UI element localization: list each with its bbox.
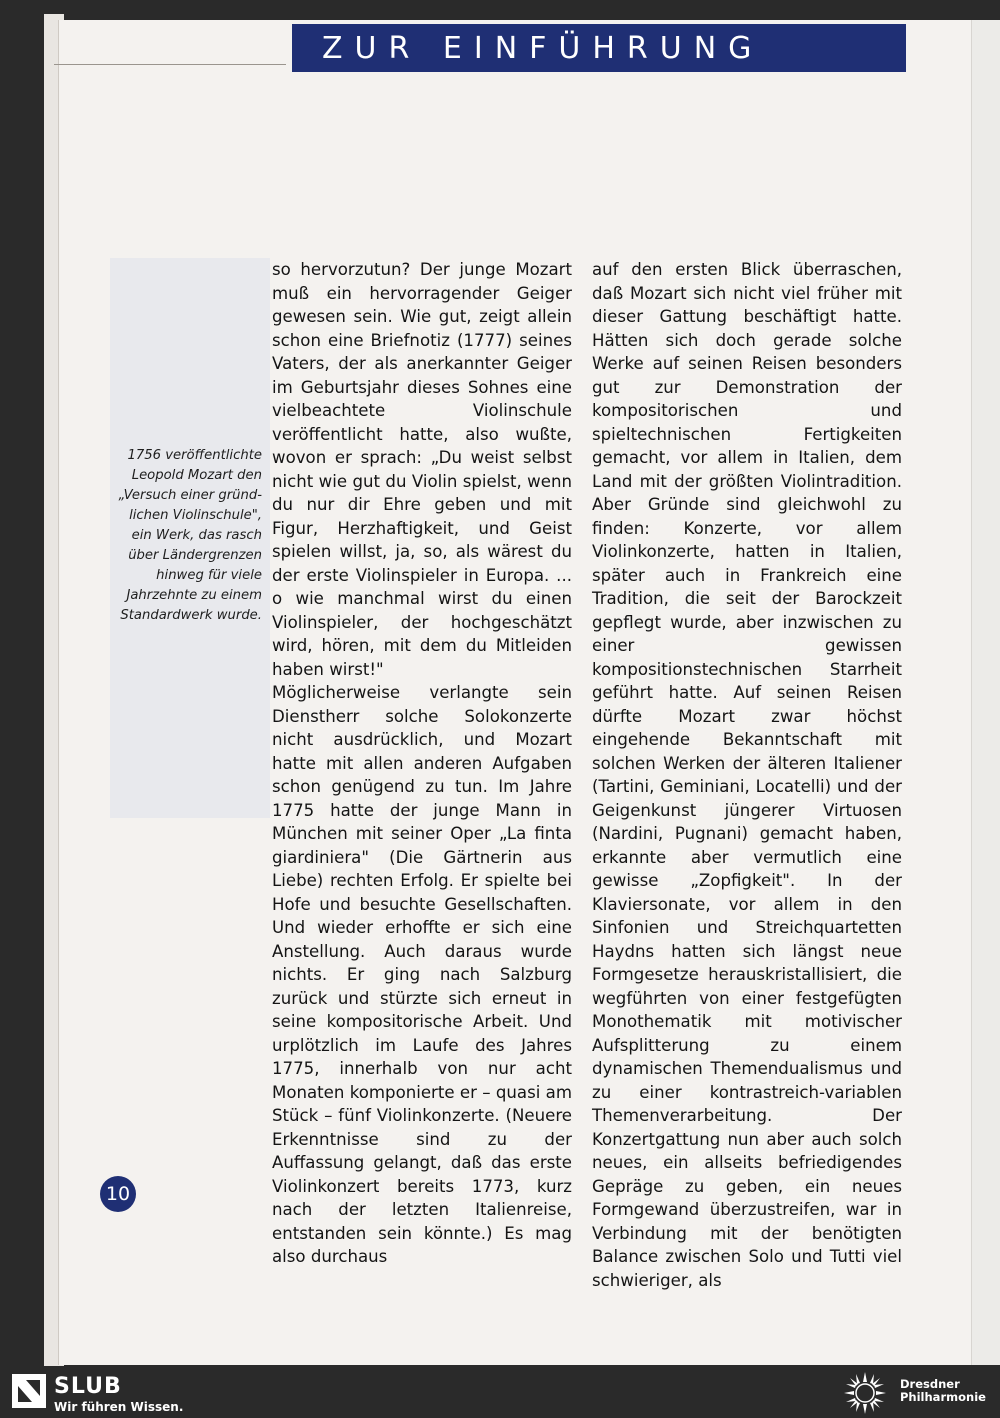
caption-line: ein Werk, das rasch <box>131 528 262 543</box>
philharmonie-logo-icon[interactable] <box>842 1370 888 1416</box>
body-paragraph: so hervorzutun? Der junge Mozart muß ein hervorragender Geiger gewesen sein. Wie gut, zeigt allein schon eine Briefnotiz (1777) seines Vaters, der als anerkannter Geiger im Geburtsjahr dieses Sohnes eine vielbeachtete Violinschule veröffentlicht hatte, also wußte, wovon er sprach: „Du weist selbst nicht wie gut du Violin spielst, wenn du nur dir Ehre geben und mit Figur, Herzhaftigkeit, und Geist spielen willst, ja, so, als wärest du der erste Violinspieler in Europa. ... o wie manchmal wirst du einen Violinspieler, der hochgeschätzt wird, hören, mit dem du Mitleiden haben wirst!" <box>272 260 572 679</box>
caption-line: lichen Violinschule", <box>129 508 262 523</box>
facing-page-edge <box>971 20 1000 1365</box>
text-column-right <box>592 258 902 1292</box>
slub-tagline: Wir führen Wissen. <box>54 1400 184 1414</box>
body-paragraph: Möglicherweise verlangte sein Dienstherr solche Solokonzerte nicht ausdrücklich, und Mozart hatte mit allen anderen Aufgaben schon genügend zu tun. Im Jahre 1775 hatte der junge Mann in München mit seiner Oper „La finta giardiniera" (Die Gärtnerin aus Liebe) rechten Erfolg. Er spielte bei Hofe und besuchte Gesellschaften. Und wieder erhoffte er sich eine Anstellung. Auch daraus wurde nichts. Er ging nach Salzburg zurück und stürzte sich erneut in seine kompositorische Arbeit. Und urplötzlich im Laufe des Jahres 1775, innerhalb von nur acht Monaten komponierte er – quasi am Stück – fünf Violinkonzerte. (Neuere Erkenntnisse sind zu der Auffassung gelangt, daß das erste Violinkonzert bereits 1773, kurz nach der letzten Italienreise, entstanden sein könnte.) Es mag also durchaus <box>272 683 572 1266</box>
philharmonie-name-line1: Dresdner <box>900 1377 960 1391</box>
viewer-footer <box>0 1366 1000 1418</box>
page-number-badge: 10 <box>100 1176 136 1212</box>
slub-name: SLUB <box>54 1374 122 1399</box>
philharmonie-name-line2: Philharmonie <box>900 1390 986 1404</box>
caption-line: 1756 veröffentlichte <box>127 448 262 463</box>
body-paragraph: auf den ersten Blick überraschen, daß Mozart sich nicht viel früher mit dieser Gattung beschäftigt hatte. Hätten sich doch gerade solche Werke auf seinen Reisen besonders gut zur Demonstration der kompositorischen und spieltechnischen Fertigkeiten gemacht, vor allem in Italien, dem Land mit der größten Violintradition. Aber Gründe sind gleichwohl zu finden: Konzerte, vor allem Violinkonzerte, hatten in Italien, später auch in Frankreich eine Tradition, die seit der Barockzeit gepflegt wurde, aber inzwischen zu einer gewissen kompositionstechnischen Starrheit geführt hatte. Auf seinen Reisen dürfte Mozart zwar höchst eingehende Bekanntschaft mit solchen Werken der älteren Italiener (Tartini, Geminiani, Locatelli) und der Geigenkunst jüngerer Virtuosen (Nardini, Pugnani) gemacht haben, erkannte aber vermutlich eine gewisse „Zopfigkeit". In der Klaviersonate, vor allem in den Sinfonien und Streichquartetten Haydns hatten sich längst neue Formgesetze herauskristallisiert, die wegführten von einer festgefügten Monothematik mit motivischer Aufsplitterung zu einem dynamischen Themendualismus und zu einer kontrastreich-variablen Themenverarbeitung. Der Konzertgattung nun aber auch solch neues, ein allseits befriedigendes Gepräge zu geben, ein neues Formgewand überzustreifen, war in Verbindung mit der benötigten Balance zwischen Solo und Tutti viel schwieriger, als <box>592 260 902 1290</box>
sidebar-caption <box>104 446 262 626</box>
text-column-left <box>272 258 572 1269</box>
section-title: ZUR EINFÜHRUNG <box>322 31 764 66</box>
caption-line: „Versuch einer gründ- <box>118 488 262 503</box>
caption-line: über Ländergrenzen <box>128 548 262 563</box>
slub-logo-icon[interactable] <box>12 1374 46 1408</box>
section-header-bar <box>292 24 906 72</box>
header-rule <box>54 64 286 65</box>
philharmonie-name <box>900 1378 1000 1404</box>
caption-line: Jahrzehnte zu einem <box>126 588 262 603</box>
caption-line: Standardwerk wurde. <box>120 608 262 623</box>
caption-line: hinweg für viele <box>156 568 262 583</box>
caption-line: Leopold Mozart den <box>131 468 262 483</box>
